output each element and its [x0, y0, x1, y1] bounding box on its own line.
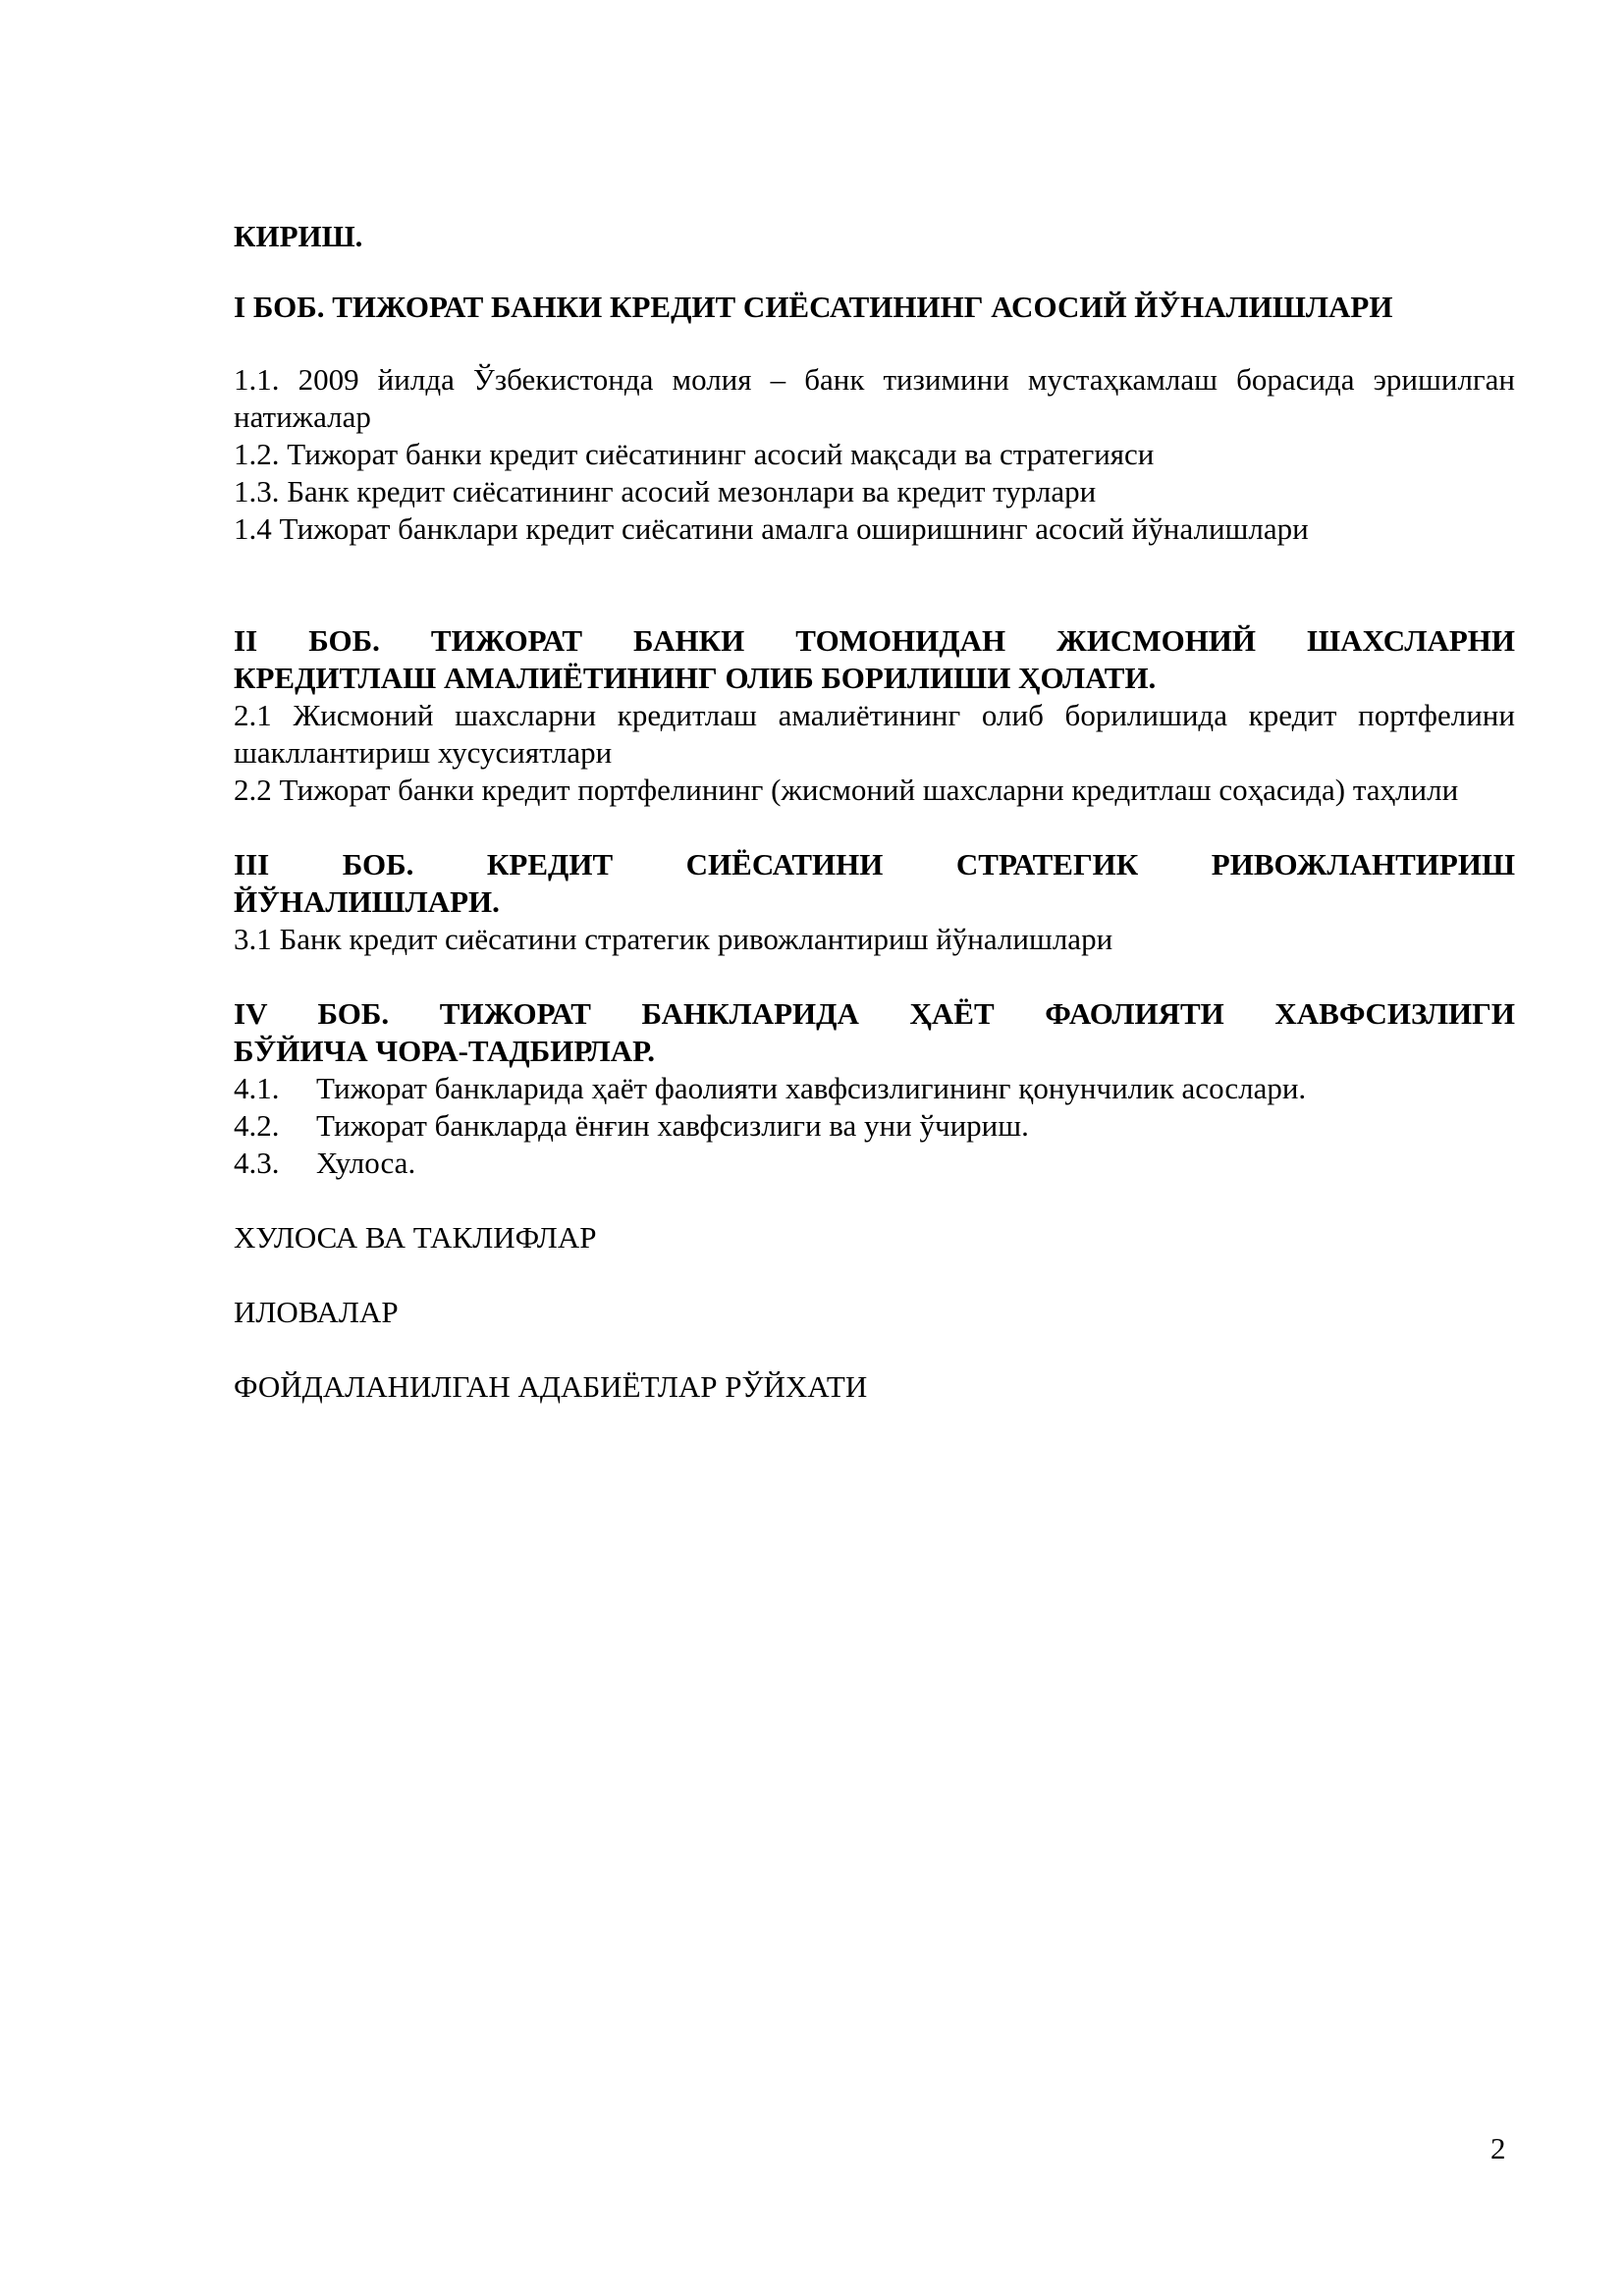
item-number: 4.3.	[234, 1146, 280, 1180]
chapter-1-title: I БОБ. ТИЖОРАТ БАНКИ КРЕДИТ СИЁСАТИНИНГ АСОСИЙ ЙЎНАЛИШЛАРИ	[234, 290, 1393, 324]
table-of-contents	[234, 218, 1515, 1406]
references-entry: ФОЙДАЛАНИЛГАН АДАБИЁТЛАР РЎЙХАТИ	[234, 1369, 868, 1404]
chapter-1-item: 1.2. Тижорат банки кредит сиёсатининг асосий мақсади ва стратегияси	[234, 437, 1155, 471]
chapter-4-title-line: БЎЙИЧА ЧОРА-ТАДБИРЛАР.	[234, 1034, 655, 1068]
item-number: 4.2.	[234, 1108, 280, 1143]
item-text: Хулоса.	[316, 1146, 416, 1180]
chapter-1-item: 1.1. 2009 йилда Ўзбекистонда молия – банк тизимини мустаҳкамлаш борасида эришилган натижалар	[234, 362, 1515, 434]
intro-heading: КИРИШ.	[234, 219, 363, 253]
item-text: Тижорат банкларда ёнғин хавфсизлиги ва уни ўчириш.	[316, 1108, 1029, 1143]
conclusions-entry: ХУЛОСА ВА ТАКЛИФЛАР	[234, 1220, 597, 1255]
appendices-entry: ИЛОВАЛАР	[234, 1295, 399, 1329]
chapter-4-item	[234, 1145, 1515, 1182]
chapter-3-title-line: ЙЎНАЛИШЛАРИ.	[234, 884, 500, 919]
chapter-4-item	[234, 1070, 1515, 1107]
chapter-3-title-line: III БОБ. КРЕДИТ СИЁСАТИНИ СТРАТЕГИК РИВОЖЛАНТИРИШ	[234, 847, 1515, 881]
chapter-2-item: 2.1 Жисмоний шахсларни кредитлаш амалиётининг олиб борилишида кредит портфелини шакллантириш хусусиятлари	[234, 698, 1515, 770]
chapter-2-item: 2.2 Тижорат банки кредит портфелининг (жисмоний шахсларни кредитлаш соҳасида) таҳлили	[234, 773, 1459, 807]
chapter-4-title-line: IV БОБ. ТИЖОРАТ БАНКЛАРИДА ҲАЁТ ФАОЛИЯТИ ХАВФСИЗЛИГИ	[234, 996, 1515, 1031]
item-number: 4.1.	[234, 1071, 280, 1105]
chapter-2-title-line: КРЕДИТЛАШ АМАЛИЁТИНИНГ ОЛИБ БОРИЛИШИ ҲОЛАТИ.	[234, 661, 1157, 695]
chapter-1-item: 1.3. Банк кредит сиёсатининг асосий мезонлари ва кредит турлари	[234, 474, 1097, 508]
page-number: 2	[1490, 2131, 1506, 2165]
item-text: Тижорат банкларида ҳаёт фаолияти хавфсизлигининг қонунчилик асослари.	[316, 1071, 1307, 1105]
chapter-3-item: 3.1 Банк кредит сиёсатини стратегик ривожлантириш йўналишлари	[234, 922, 1113, 956]
chapter-1-item: 1.4 Тижорат банклари кредит сиёсатини амалга оширишнинг асосий йўналишлари	[234, 511, 1309, 546]
chapter-2-title-line: II БОБ. ТИЖОРАТ БАНКИ ТОМОНИДАН ЖИСМОНИЙ ШАХСЛАРНИ	[234, 623, 1515, 658]
chapter-4-item	[234, 1107, 1515, 1145]
